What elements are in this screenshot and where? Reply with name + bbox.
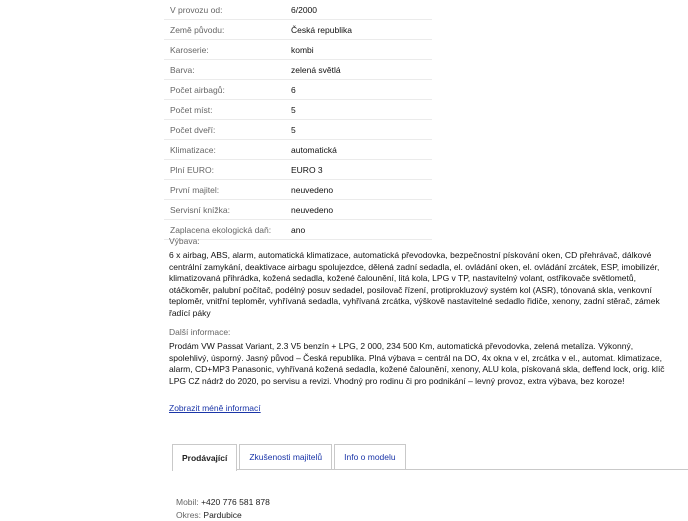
spec-table bbox=[164, 0, 432, 240]
spec-value: Česká republika bbox=[291, 25, 352, 35]
spec-label: Země původu: bbox=[164, 25, 291, 35]
phone-line bbox=[176, 496, 270, 509]
more-info-section bbox=[169, 327, 685, 387]
spec-label: Klimatizace: bbox=[164, 145, 291, 155]
spec-value: neuvedeno bbox=[291, 205, 333, 215]
spec-row bbox=[164, 160, 432, 180]
spec-label: První majitel: bbox=[164, 185, 291, 195]
spec-label: Počet airbagů: bbox=[164, 85, 291, 95]
spec-value: EURO 3 bbox=[291, 165, 323, 175]
district-value: Pardubice bbox=[203, 510, 241, 520]
spec-label: Barva: bbox=[164, 65, 291, 75]
tab-owner-experience[interactable]: Zkušenosti majitelů bbox=[239, 444, 332, 469]
tab-model-info[interactable]: Info o modelu bbox=[334, 444, 406, 469]
spec-row bbox=[164, 40, 432, 60]
spec-label: Servisní knížka: bbox=[164, 205, 291, 215]
spec-row bbox=[164, 140, 432, 160]
spec-value: automatická bbox=[291, 145, 337, 155]
spec-label: Počet míst: bbox=[164, 105, 291, 115]
spec-label: Karoserie: bbox=[164, 45, 291, 55]
district-line bbox=[176, 509, 270, 521]
tab-bar bbox=[172, 444, 408, 470]
seller-contact bbox=[176, 496, 270, 521]
equipment-text: 6 x airbag, ABS, alarm, automatická klimatizace, automatická převodovka, bezpečnostní pískování oken, CD přehrávač, dálkové centrální zamykání, deaktivace airbagu spolujezdce, dělená zadní sedadla, el. ovládání oken, el. ovládání zrcátek, ESP, imobilizér, klimatizovaná přihrádka, kožená sedadla, kožené čalounění, litá kola, LPG v TP, nastavitelný volant, ostřikovače světlometů, otáčkoměr, palubní počítač, podélný posuv sedadel, posilovač řízení, protiprokluzový systém kol (ASR), tónovaná skla, venkovní teploměr, vnitřní teploměr, vyhřívaná sedadla, vyhřívaná zrcátka, výškově nastavitelné sedadlo řidiče, xenony, zadní stěrač, zámek řadící páky bbox=[169, 250, 685, 320]
phone-label: Mobil: bbox=[176, 497, 199, 507]
tab-seller[interactable]: Prodávající bbox=[172, 444, 237, 471]
spec-row bbox=[164, 0, 432, 20]
district-label: Okres: bbox=[176, 510, 201, 520]
equipment-section bbox=[169, 236, 685, 320]
more-info-text: Prodám VW Passat Variant, 2.3 V5 benzín + LPG, 2 000, 234 500 Km, automatická převodovka, zelená metalíza. Výkonný, spolehlivý, úsporný. Jasný původ – Česká republika. Plná výbava = centrál na DO, 4x okna v el, zrcátka v el., automat. klimatizace, alarm, CD+MP3 Panasonic, vyhřívaná kožená sedadla, kožené čalounění, xenony, ALU kola, pískovaná skla, deffend lock, orig. klíč LPG CZ nádrž do 2020, po servisu a revizi. Vhodný pro rodinu či pro podnikání – levný provoz, extra výbava, bez koroze! bbox=[169, 341, 685, 387]
spec-row bbox=[164, 60, 432, 80]
spec-value: zelená světlá bbox=[291, 65, 341, 75]
phone-number: +420 776 581 878 bbox=[201, 497, 270, 507]
spec-label: Plní EURO: bbox=[164, 165, 291, 175]
spec-value: 6 bbox=[291, 85, 296, 95]
show-less-link[interactable]: Zobrazit méně informací bbox=[169, 403, 261, 413]
spec-row bbox=[164, 80, 432, 100]
spec-value: neuvedeno bbox=[291, 185, 333, 195]
spec-label: Počet dveří: bbox=[164, 125, 291, 135]
spec-row bbox=[164, 100, 432, 120]
spec-label: V provozu od: bbox=[164, 5, 291, 15]
more-info-title: Další informace: bbox=[169, 327, 685, 337]
spec-value: 5 bbox=[291, 105, 296, 115]
spec-row bbox=[164, 180, 432, 200]
spec-row bbox=[164, 20, 432, 40]
equipment-title: Výbava: bbox=[169, 236, 685, 246]
spec-value: kombi bbox=[291, 45, 314, 55]
spec-value: ano bbox=[291, 225, 305, 235]
spec-label: Zaplacena ekologická daň: bbox=[164, 225, 291, 235]
spec-row bbox=[164, 200, 432, 220]
spec-value: 5 bbox=[291, 125, 296, 135]
spec-value: 6/2000 bbox=[291, 5, 317, 15]
spec-row bbox=[164, 120, 432, 140]
